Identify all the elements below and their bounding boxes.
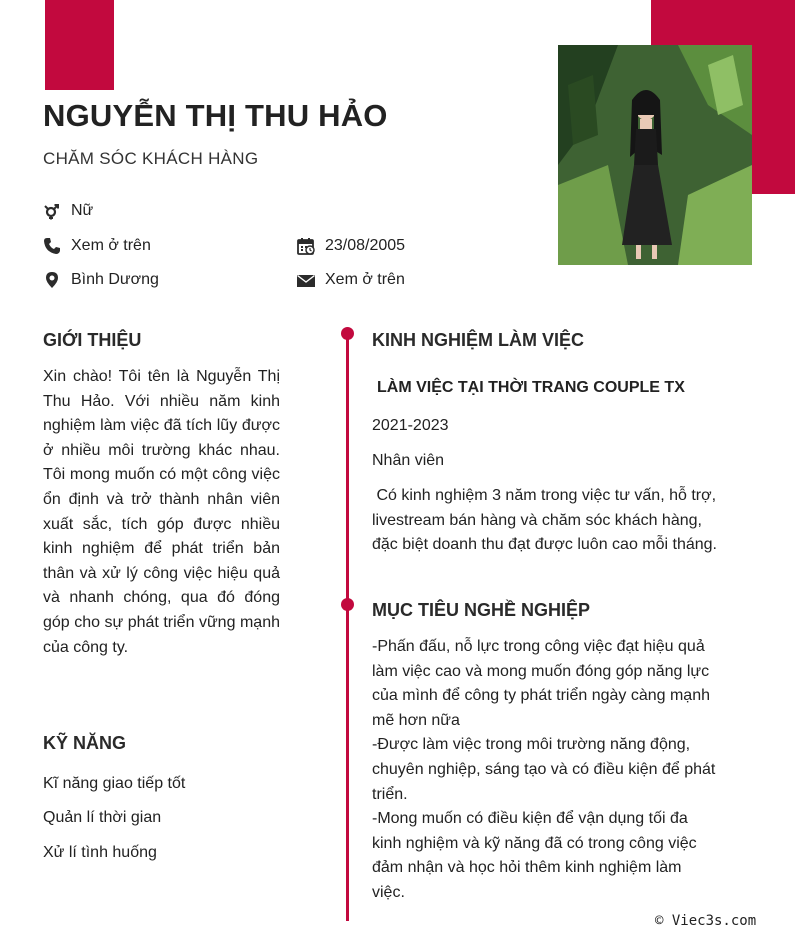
goals-list bbox=[372, 635, 717, 906]
location-pin-icon bbox=[43, 271, 61, 289]
goal-item: -Mong muốn có điều kiện để vận dụng tối đa kinh nghiệm và kỹ năng đã có trong công việc đảm nhận và học hỏi thêm kinh nghiệm làm việc. bbox=[372, 810, 697, 901]
phone-row bbox=[43, 237, 151, 255]
skills-heading: KỸ NĂNG bbox=[43, 733, 127, 753]
phone-icon bbox=[43, 237, 61, 255]
goals-heading: MỤC TIÊU NGHỀ NGHIỆP bbox=[372, 600, 591, 620]
intro-text: Xin chào! Tôi tên là Nguyễn Thị Thu Hảo. Với nhiều năm kinh nghiệm làm việc đã tích lũy được ở nhiều môi trường khác nhau. Tôi mong muốn có một công việc ổn định và trở thành nhân viên xuất sắc, tích góp được nhiều kinh nghiệm để phát triển bản thân và xử lý công việc hiệu quả và nhanh chóng, qua đó đóng góp cho sự phát triển vững mạnh của công ty. bbox=[43, 368, 280, 656]
candidate-name: NGUYỄN THỊ THU HẢO bbox=[43, 98, 388, 133]
job-title: CHĂM SÓC KHÁCH HÀNG bbox=[43, 149, 259, 168]
experience-period: 2021-2023 bbox=[372, 417, 449, 434]
goal-item: -Được làm việc trong môi trường năng động, chuyên nghiệp, sáng tạo và có điều kiện để phát triển. bbox=[372, 736, 716, 803]
experience-description-text: Có kinh nghiệm 3 năm trong việc tư vấn, hỗ trợ, livestream bán hàng và chăm sóc khách hàng, đặc biệt doanh thu đạt được luôn cao mỗi tháng. bbox=[372, 487, 721, 554]
timeline-dot bbox=[341, 598, 354, 611]
goal-item: -Phấn đấu, nỗ lực trong công việc đạt hiệu quả làm việc cao và mong muốn đóng góp năng lực của mình để công ty phát triển ngày càng mạnh mẽ hơn nữa bbox=[372, 638, 710, 729]
gender-icon bbox=[43, 202, 61, 220]
timeline-dot bbox=[341, 327, 354, 340]
experience-heading: KINH NGHIỆM LÀM VIỆC bbox=[372, 330, 585, 350]
profile-photo bbox=[558, 45, 752, 265]
birthday-value: 23/08/2005 bbox=[325, 237, 406, 254]
address-row bbox=[43, 271, 159, 289]
gender-value: Nữ bbox=[71, 202, 94, 219]
timeline-line bbox=[346, 333, 349, 921]
email-row bbox=[297, 271, 405, 289]
experience-company: LÀM VIỆC TẠI THỜI TRANG COUPLE TX bbox=[377, 379, 685, 396]
intro-heading: GIỚI THIỆU bbox=[43, 330, 142, 350]
skill-item: Quản lí thời gian bbox=[43, 809, 162, 826]
experience-description bbox=[372, 484, 721, 558]
calendar-icon bbox=[297, 237, 315, 255]
footer-credit: © Viec3s.com bbox=[655, 913, 757, 929]
phone-value: Xem ở trên bbox=[71, 237, 151, 254]
birthday-row bbox=[297, 237, 405, 255]
skill-item: Xử lí tình huống bbox=[43, 844, 157, 861]
email-value: Xem ở trên bbox=[325, 271, 405, 288]
experience-role: Nhân viên bbox=[372, 452, 445, 469]
envelope-icon bbox=[297, 271, 315, 289]
address-value: Bình Dương bbox=[71, 271, 159, 288]
accent-block-left bbox=[45, 0, 114, 90]
gender-row bbox=[43, 202, 93, 220]
skill-item: Kĩ năng giao tiếp tốt bbox=[43, 775, 186, 792]
